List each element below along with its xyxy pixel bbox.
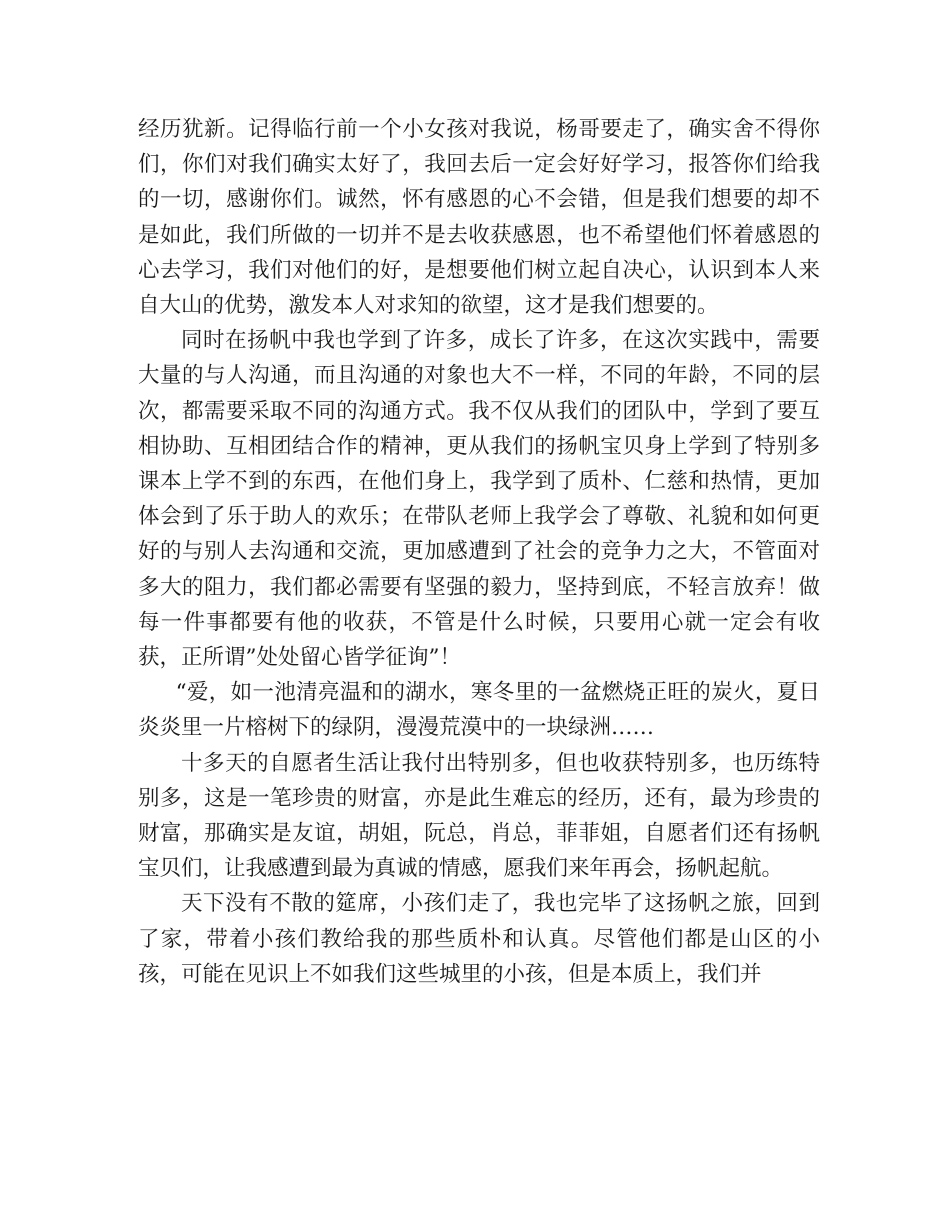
paragraph-learning: 同时在扬帆中我也学到了许多，成长了许多，在这次实践中，需要大量的与人沟通，而且沟通的对象也大不一样，不同的年龄，不同的层次，都需要采取不同的沟通方式。我不仅从我们的团队中，学到了要互相协助、互相团结合作的精神，更从我们的扬帆宝贝身上学到了特别多课本上学不到的东西，在他们身上，我学到了质朴、仁慈和热情，更加体会到了乐于助人的欢乐；在带队老师上我学会了尊敬、礼貌和如何更好的与别人去沟通和交流，更加感遭到了社会的竞争力之大，不管面对多大的阻力，我们都必需要有坚强的毅力，坚持到底，不轻言放弃！做每一件事都要有他的收获，不管是什么时候，只要用心就一定会有收获，正所谓”处处留心皆学征询”！	[138, 328, 820, 671]
paragraph-love-quote: “爱，如一池清亮温和的湖水，寒冬里的一盆燃烧正旺的炭火，夏日炎炎里一片榕树下的绿阴，漫漫荒漠中的一块绿洲……	[138, 680, 820, 741]
document-body	[138, 112, 820, 992]
paragraph-volunteer-life: 十多天的自愿者生活让我付出特别多，但也收获特别多，也历练特别多，这是一笔珍贵的财富，亦是此生难忘的经历，还有，最为珍贵的财富，那确实是友谊，胡姐，阮总，肖总，菲菲姐，自愿者们还有扬帆宝贝们，让我感遭到最为真诚的情感，愿我们来年再会，扬帆起航。	[138, 750, 820, 882]
paragraph-farewell: 天下没有不散的筵席，小孩们走了，我也完毕了这扬帆之旅，回到了家，带着小孩们教给我的那些质朴和认真。尽管他们都是山区的小孩，可能在见识上不如我们这些城里的小孩，但是本质上，我们并	[138, 891, 820, 987]
paragraph-continuation: 经历犹新。记得临行前一个小女孩对我说，杨哥要走了，确实舍不得你们，你们对我们确实太好了，我回去后一定会好好学习，报答你们给我的一切，感谢你们。诚然，怀有感恩的心不会错，但是我们想要的却不是如此，我们所做的一切并不是去收获感恩，也不希望他们怀着感恩的心去学习，我们对他们的好，是想要他们树立起自决心，认识到本人来自大山的优势，激发本人对求知的欲望，这才是我们想要的。	[138, 117, 820, 319]
